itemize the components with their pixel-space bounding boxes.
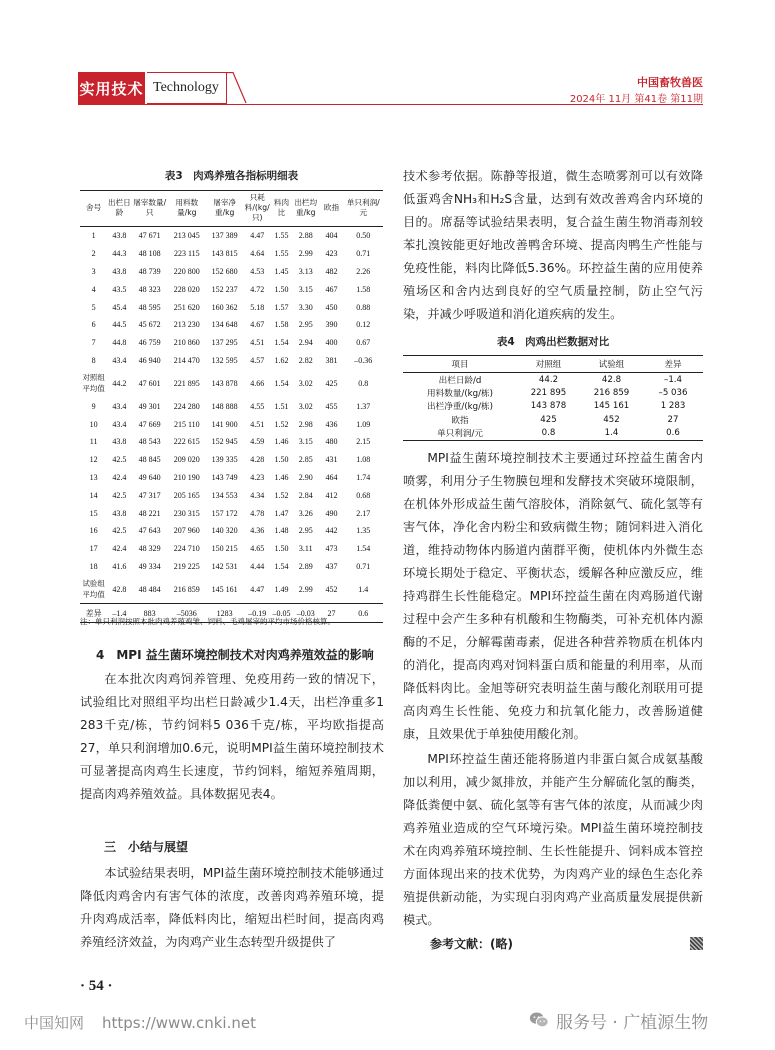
table3-cell: 1 [91, 231, 96, 241]
table3-cell: 43.8 [112, 508, 127, 518]
table3-cell: 4.53 [250, 266, 265, 276]
table3-cell: 2.17 [356, 508, 371, 518]
table4-cell: 出栏净重/(kg/栋) [427, 402, 493, 413]
table3-cell: 49 334 [138, 561, 161, 571]
table3-cell: 1.08 [356, 455, 371, 465]
table3-cell: 2.89 [298, 561, 313, 571]
table3-cell: 47 643 [138, 526, 161, 536]
table3-cell: 2.99 [298, 584, 313, 594]
table3-cell: 214 470 [173, 355, 200, 365]
table3-cell: 46 940 [138, 355, 161, 365]
table3-cell: 48 329 [138, 544, 161, 554]
table3-cell: 15 [89, 508, 98, 518]
table3-cell: 464 [325, 472, 338, 482]
table4-header-cell: 试验组 [580, 356, 643, 373]
table3-cell: 48 221 [138, 508, 161, 518]
table3-cell: 2.26 [356, 266, 371, 276]
table3-cell: 4.51 [250, 419, 265, 429]
table3-cell: 0.67 [356, 338, 371, 348]
table3-cell: 450 [325, 302, 338, 312]
table3-cell: 251 620 [173, 302, 200, 312]
table3-cell: 2.90 [298, 472, 313, 482]
table3-row [80, 575, 383, 604]
table3-cell: 47 669 [138, 419, 161, 429]
table3-header-cell: 屠宰净重/kg [206, 191, 244, 227]
table3-cell: 1.57 [274, 302, 289, 312]
table3-cell: 210 190 [173, 472, 200, 482]
table3-header-cell: 出栏日龄 [107, 191, 131, 227]
table3-cell: 142 531 [211, 561, 238, 571]
table3-cell: 43.8 [112, 437, 127, 447]
table3-cell: 11 [89, 437, 98, 447]
table3-cell: 1.37 [356, 401, 371, 411]
table3-cell: 1.09 [356, 419, 371, 429]
table3-cell: 207 960 [173, 526, 200, 536]
table3-cell: 27 [319, 604, 343, 623]
table3-cell: 差异 [80, 604, 107, 623]
table3-cell: 45.4 [112, 302, 127, 312]
table3-title: 表3 肉鸡养殖各指标明细表 [164, 170, 299, 182]
table3-cell: 480 [325, 437, 338, 447]
table3-cell: 1.52 [274, 419, 289, 429]
table3-cell: 3.13 [298, 266, 313, 276]
table4-cell: 0.6 [643, 427, 703, 441]
table4-cell: 221 895 [530, 388, 567, 399]
table3-cell: 对照组平均值 [82, 373, 105, 394]
table3-cell: –5036 [168, 604, 206, 623]
table3 [80, 190, 383, 623]
table3-cell: 47 317 [138, 490, 161, 500]
table3-cell: 9 [91, 401, 96, 411]
table3-cell: 43.4 [112, 401, 127, 411]
table4-cell: 425 [540, 414, 557, 425]
table3-row [80, 352, 383, 370]
table3-cell: 137 295 [211, 338, 238, 348]
table3-cell: 221 895 [173, 378, 200, 388]
section-english-label: Technology [147, 72, 227, 104]
table3-cell: 0.88 [356, 302, 371, 312]
table3-cell: 2.95 [298, 526, 313, 536]
table3-cell: 134 648 [211, 320, 238, 330]
table3-cell: 3.15 [298, 284, 313, 294]
table3-row [80, 522, 383, 540]
table3-cell: 41.6 [112, 561, 127, 571]
table4-cell: 27 [667, 414, 679, 425]
table3-cell: 143 878 [211, 378, 238, 388]
table3-cell: 152 680 [211, 266, 238, 276]
table3-cell: 4.47 [250, 584, 265, 594]
table3-cell: 230 315 [173, 508, 200, 518]
paragraph-summary: 本试验结果表明，MPI益生菌环境控制技术能够通过降低肉鸡舍内有害气体的浓度，改善肉鸡养殖环境，提升肉鸡成活率，降低料肉比，缩短出栏时间，提高肉鸡养殖经济效益，为肉鸡产业生态转型升级提供了 [80, 866, 384, 949]
account-name: 服务号 · 广植源生物 [556, 1012, 709, 1033]
table3-cell: 7 [91, 338, 96, 348]
table3-cell: 48 484 [138, 584, 161, 594]
table3-cell: 42.5 [112, 455, 127, 465]
table3-cell: 44.8 [112, 338, 127, 348]
table3-row [80, 415, 383, 433]
table3-cell: 44.3 [112, 249, 127, 259]
paragraph-conclusion: MPI环控益生菌还能将肠道内非蛋白氮合成氨基酸加以利用，减少氮排放，并能产生分解硫化氢的酶类，降低粪便中氨、硫化氢等有害气体的浓度，从而减少肉鸡养殖业造成的空气环境污染。MPI益生菌环境控制技术在肉鸡养殖环境控制、生长性能提升、饲料成本管控方面体现出来的技术优势，为肉鸡产业的绿色生态化养殖提供新动能，为实现白羽肉鸡产业高质量发展提供新模式。 [403, 752, 703, 927]
table4-cell: 用料数量/(kg/栋) [427, 389, 493, 400]
table4-header-cell: 差异 [643, 356, 703, 373]
table3-cell: 1.74 [356, 472, 371, 482]
table3-cell: 48 543 [138, 437, 161, 447]
table3-header-cell: 用料数量/kg [168, 191, 206, 227]
table3-cell: 452 [325, 584, 338, 594]
table4-cell: 1.4 [580, 427, 643, 441]
table3-cell: 1.58 [356, 284, 371, 294]
table3-cell: 1.62 [274, 355, 289, 365]
table3-cell: 48 323 [138, 284, 161, 294]
table3-row [80, 486, 383, 504]
table3-cell: 12 [89, 455, 98, 465]
table3-cell: 13 [89, 472, 98, 482]
table3-cell: 2.88 [298, 231, 313, 241]
table3-cell: 4.72 [250, 284, 265, 294]
table3-cell: 455 [325, 401, 338, 411]
table3-cell: 3.02 [298, 378, 313, 388]
table3-cell: 1.50 [274, 544, 289, 554]
table4-cell: 单只利润/元 [403, 427, 517, 441]
table3-header-row [80, 191, 383, 227]
table3-cell: 4.64 [250, 249, 265, 259]
references-label: 参考文献：(略) [430, 937, 513, 951]
table3-cell: 0.8 [358, 378, 369, 388]
table4-cell: 44.2 [538, 374, 559, 385]
table3-cell: 423 [325, 249, 338, 259]
table3-cell: 43.4 [112, 355, 127, 365]
table3-cell: 1.46 [274, 472, 289, 482]
journal-title: 中国畜牧兽医 [637, 76, 703, 89]
table3-cell: 8 [91, 355, 96, 365]
table3-header-cell: 只耗料/(kg/只) [244, 191, 271, 227]
table3-cell: 139 335 [211, 455, 238, 465]
table3-row [80, 245, 383, 263]
table3-cell: 49 301 [138, 401, 161, 411]
table3-row [80, 334, 383, 352]
table4-row [403, 373, 703, 387]
table3-cell: 4 [91, 284, 96, 294]
table3-cell: 215 110 [173, 419, 200, 429]
table3-cell: 1.50 [274, 455, 289, 465]
table3-cell: 400 [325, 338, 338, 348]
table4-cell: 0.8 [517, 427, 580, 441]
table3-cell: 137 389 [211, 231, 238, 241]
table3-cell: 3.30 [298, 302, 313, 312]
table3-cell: 1.49 [274, 584, 289, 594]
table3-cell: 5.18 [250, 302, 265, 312]
table3-cell: 152 945 [211, 437, 238, 447]
table3-cell: 1.35 [356, 526, 371, 536]
table3-cell: 4.65 [250, 544, 265, 554]
table3-cell: 4.66 [250, 378, 265, 388]
table3-cell: 224 710 [173, 544, 200, 554]
table4-header-cell: 对照组 [517, 356, 580, 373]
table3-row [80, 280, 383, 298]
table3-cell: 4.55 [250, 401, 265, 411]
table4-cell: 出栏日龄/d [438, 375, 482, 386]
table3-row [80, 263, 383, 281]
table3-cell: 6 [91, 320, 96, 330]
watermark-account [528, 1009, 708, 1031]
table3-cell: –0.03 [292, 604, 319, 623]
table3-row [80, 451, 383, 469]
table3-cell: 157 172 [211, 508, 238, 518]
table3-cell: 437 [325, 561, 338, 571]
table3-cell: 3.11 [298, 544, 313, 554]
table3-cell: 143 815 [211, 249, 238, 259]
table3-cell: 213 045 [173, 231, 200, 241]
table3-cell: 47 601 [138, 378, 161, 388]
table3-cell: 2.15 [356, 437, 371, 447]
table3-cell: 141 900 [211, 419, 238, 429]
table3-cell: –0.36 [354, 355, 373, 365]
table4-cell: 216 859 [593, 388, 630, 399]
table3-row [80, 433, 383, 451]
table3-cell: 49 640 [138, 472, 161, 482]
table3-cell: 222 615 [173, 437, 200, 447]
table3-cell: 412 [325, 490, 338, 500]
table3-cell: 1.54 [274, 338, 289, 348]
table3-row [80, 504, 383, 522]
table3-cell: 1.54 [356, 544, 371, 554]
table3-cell: 224 280 [173, 401, 200, 411]
table3-cell: 18 [89, 561, 98, 571]
section-badge: 实用技术 [78, 72, 145, 104]
table3-cell: 228 020 [173, 284, 200, 294]
table3-cell: 3.15 [298, 437, 313, 447]
table3-cell: 4.57 [250, 355, 265, 365]
table3-cell: 1.55 [274, 249, 289, 259]
cnki-site-name: 中国知网 [24, 1014, 85, 1032]
table3-row [80, 558, 383, 576]
table3-row [80, 227, 383, 245]
table3-cell: 1.45 [274, 266, 289, 276]
table3-cell: 4.28 [250, 455, 265, 465]
table4-row [403, 413, 703, 426]
table4-header-cell: 项目 [403, 356, 517, 373]
table4-cell: 42.8 [601, 374, 622, 385]
table3-cell: 48 739 [138, 266, 161, 276]
table3-cell: 43.5 [112, 284, 127, 294]
table3-cell: 0.71 [356, 561, 371, 571]
table4-cell: 145 161 [593, 401, 630, 412]
table3-cell: 209 020 [173, 455, 200, 465]
table3-cell: 47 671 [138, 231, 161, 241]
table3-header-cell: 舍号 [80, 191, 107, 227]
table4-row [403, 427, 703, 441]
table3-cell: 0.12 [356, 320, 371, 330]
table4-header-row [403, 356, 703, 373]
table3-cell: –0.05 [271, 604, 292, 623]
table3-cell: 1.48 [274, 526, 289, 536]
table3-header-cell: 料肉比 [271, 191, 292, 227]
table3-cell: 0.71 [356, 249, 371, 259]
table3-cell: 219 225 [173, 561, 200, 571]
table3-cell: 43.8 [112, 231, 127, 241]
table3-cell: 3.02 [298, 401, 313, 411]
table3-cell: 5 [91, 302, 96, 312]
table3-cell: 425 [325, 378, 338, 388]
table3-cell: 431 [325, 455, 338, 465]
table3-cell: 152 237 [211, 284, 238, 294]
table3-cell: 42.5 [112, 490, 127, 500]
table3-cell: 210 860 [173, 338, 200, 348]
table3-cell: 4.44 [250, 561, 265, 571]
paragraph-references-context: 技术参考依据。陈静等报道，微生态喷雾剂可以有效降低蛋鸡舍NH₃和H₂S含量，达到有效改善鸡舍内环境的目的。席磊等试验结果表明，复合益生菌生物消毒剂较苯扎溴铵能更好地改善鸭舍环境、提高肉鸭生产性能与免疫性能，料肉比降低5.36%。环控益生菌的应用使养殖场区和舍内达到良好的空气质量控制，防止空气污染，并减少呼吸道和消化道疾病的发生。 [403, 169, 703, 321]
table3-cell: 3.26 [298, 508, 313, 518]
table3-cell: 3 [91, 266, 96, 276]
table3-cell: 140 320 [211, 526, 238, 536]
table3-header-cell: 屠宰数量/只 [132, 191, 168, 227]
table3-cell: 1.46 [274, 437, 289, 447]
cnki-url[interactable]: https://www.cnki.net [102, 1014, 256, 1032]
table3-cell: 134 553 [211, 490, 238, 500]
table3-cell: 2.95 [298, 320, 313, 330]
section-heading-4: 4 MPI 益生菌环境控制技术对肉鸡养殖效益的影响 [96, 648, 374, 662]
table3-cell: 205 165 [173, 490, 200, 500]
table3-cell: 4.51 [250, 338, 265, 348]
table3-cell: 0.50 [356, 231, 371, 241]
table3-cell: 46 759 [138, 338, 161, 348]
table3-cell: 4.36 [250, 526, 265, 536]
table3-cell: 2.84 [298, 490, 313, 500]
table3-cell: –0.19 [244, 604, 271, 623]
table3-cell: 2.99 [298, 249, 313, 259]
table3-cell: 4.47 [250, 231, 265, 241]
table3-cell: 1.52 [274, 490, 289, 500]
table3-cell: 42.4 [112, 472, 127, 482]
table3-row [80, 298, 383, 316]
table3-cell: 2.98 [298, 419, 313, 429]
table3-cell: 42.4 [112, 544, 127, 554]
table3-header-cell: 单只利润/元 [344, 191, 383, 227]
table3-note: 注：单只利润按照本批肉鸡养殖鸡雏、饲料、毛鸡屠宰的平均市场价格核算。 [80, 617, 335, 626]
table3-cell: 1.51 [274, 401, 289, 411]
table3-cell: 45 672 [138, 320, 161, 330]
page-number: · 54 · [80, 978, 113, 994]
table3-cell: 48 845 [138, 455, 161, 465]
table3-cell: 1283 [206, 604, 244, 623]
table3-cell: 4.78 [250, 508, 265, 518]
table3-cell: 390 [325, 320, 338, 330]
table3-cell: 48 595 [138, 302, 161, 312]
table3-cell: 2.94 [298, 338, 313, 348]
section-tab-tail [227, 72, 247, 104]
table3-cell: 1.54 [274, 378, 289, 388]
table3-cell: 试验组平均值 [82, 579, 105, 600]
table3-row [80, 397, 383, 415]
table3-cell: 1.47 [274, 508, 289, 518]
table3-row [80, 540, 383, 558]
table3-cell: 1.58 [274, 320, 289, 330]
table3-cell: 2 [91, 249, 96, 259]
table4-cell: 143 878 [530, 401, 567, 412]
table3-cell: 404 [325, 231, 338, 241]
table3-cell: 490 [325, 508, 338, 518]
table3-cell: 44.5 [112, 320, 127, 330]
table3-cell: 482 [325, 266, 338, 276]
table4-row [403, 386, 703, 399]
table3-cell: 436 [325, 419, 338, 429]
table3-cell: 150 215 [211, 544, 238, 554]
table3-cell: 0.68 [356, 490, 371, 500]
section-heading-summary: 三 小结与展望 [104, 840, 189, 854]
table3-cell: 42.8 [112, 584, 127, 594]
table4-cell: 1 283 [660, 401, 686, 412]
table3-cell: 216 859 [173, 584, 200, 594]
table3-cell: 132 595 [211, 355, 238, 365]
watermark-cnki [24, 1012, 256, 1033]
table3-cell: 10 [89, 419, 98, 429]
table4-title: 表4 肉鸡出栏数据对比 [496, 336, 610, 348]
table3-cell: –1.4 [107, 604, 131, 623]
table3-cell: 467 [325, 284, 338, 294]
end-mark-icon [690, 937, 703, 950]
table4 [403, 355, 703, 441]
table3-cell: 1.55 [274, 231, 289, 241]
table3-cell: 145 161 [211, 584, 238, 594]
table3-cell: 223 115 [173, 249, 200, 259]
table3-cell: 473 [325, 544, 338, 554]
table3-cell: 4.34 [250, 490, 265, 500]
table3-cell: 4.59 [250, 437, 265, 447]
table3-cell: 0.6 [344, 604, 383, 623]
table3-cell: 213 230 [173, 320, 200, 330]
table3-cell: 442 [325, 526, 338, 536]
table3-cell: 220 800 [173, 266, 200, 276]
paragraph-mechanism: MPI益生菌环境控制技术主要通过环控益生菌舍内喷雾，利用分子生物膜包埋和发酵技术突破环境限制，在机体外形成益生菌气溶胶体，消除氨气、硫化氢等有害气体，净化舍内粉尘和致病微生物；随饲料进入消化道，维持动物体内肠道内菌群平衡，使机体内外微生态环境长期处于稳定、平衡状态，缓解各种应激反应，维持鸡群生长性能稳定。MPI环控益生菌在肉鸡肠道代谢过程中会产生多种有机酸和生物酶类，可补充机体内源酶的不足，分解霉菌毒素，促进各种营养物质在机体内的消化，提高肉鸡对饲料蛋白质和能量的利用率，从而降低料肉比。金旭等研究表明益生菌与酸化剂联用可提高肉鸡生长性能、免疫力和抗氧化能力，改善肠道健康，且效果优于单独使用酸化剂。 [403, 451, 703, 741]
table3-header-cell: 欧指 [319, 191, 343, 227]
table3-cell: 44.2 [112, 378, 127, 388]
table3-cell: 43.4 [112, 419, 127, 429]
table3-cell: 1.54 [274, 561, 289, 571]
table4-cell: 452 [603, 414, 620, 425]
table3-cell: 14 [89, 490, 98, 500]
table3-cell: 42.5 [112, 526, 127, 536]
table3-cell: 4.67 [250, 320, 265, 330]
paragraph-effect: 在本批次肉鸡饲养管理、免疫用药一致的情况下，试验组比对照组平均出栏日龄减少1.4天，出栏净重多1 283千克/栋，节约饲料5 036千克/栋，平均欧指提高27，单只利润增加0.6元，说明MPI益生菌环境控制技术可显著提高肉鸡生长速度，节约饲料，缩短养殖周期，提高肉鸡养殖效益。具体数据见表4。 [80, 672, 384, 801]
table3-row [80, 316, 383, 334]
table3-cell: 4.23 [250, 472, 265, 482]
issue-info: 2024年 11月 第41卷 第11期 [569, 94, 703, 105]
table3-cell: 2.85 [298, 455, 313, 465]
table3-row [80, 369, 383, 397]
table4-cell: 欧指 [451, 415, 469, 426]
table3-cell: 1.50 [274, 284, 289, 294]
wechat-icon [528, 1009, 550, 1031]
table3-row [80, 469, 383, 487]
table3-cell: 1.4 [358, 584, 369, 594]
table3-cell: 143 749 [211, 472, 238, 482]
table4-cell: –5 036 [658, 388, 688, 399]
table3-cell: 17 [89, 544, 98, 554]
table3-cell: 2.82 [298, 355, 313, 365]
table4-row [403, 400, 703, 413]
table3-header-cell: 出栏均重/kg [292, 191, 319, 227]
table3-cell: 148 888 [211, 401, 238, 411]
table3-cell: 43.8 [112, 266, 127, 276]
table3-cell: 883 [132, 604, 168, 623]
table3-cell: 381 [325, 355, 338, 365]
table3-cell: 160 362 [211, 302, 238, 312]
table3-cell: 48 108 [138, 249, 161, 259]
table3-cell: 16 [89, 526, 98, 536]
table4-cell: –1.4 [664, 374, 682, 385]
